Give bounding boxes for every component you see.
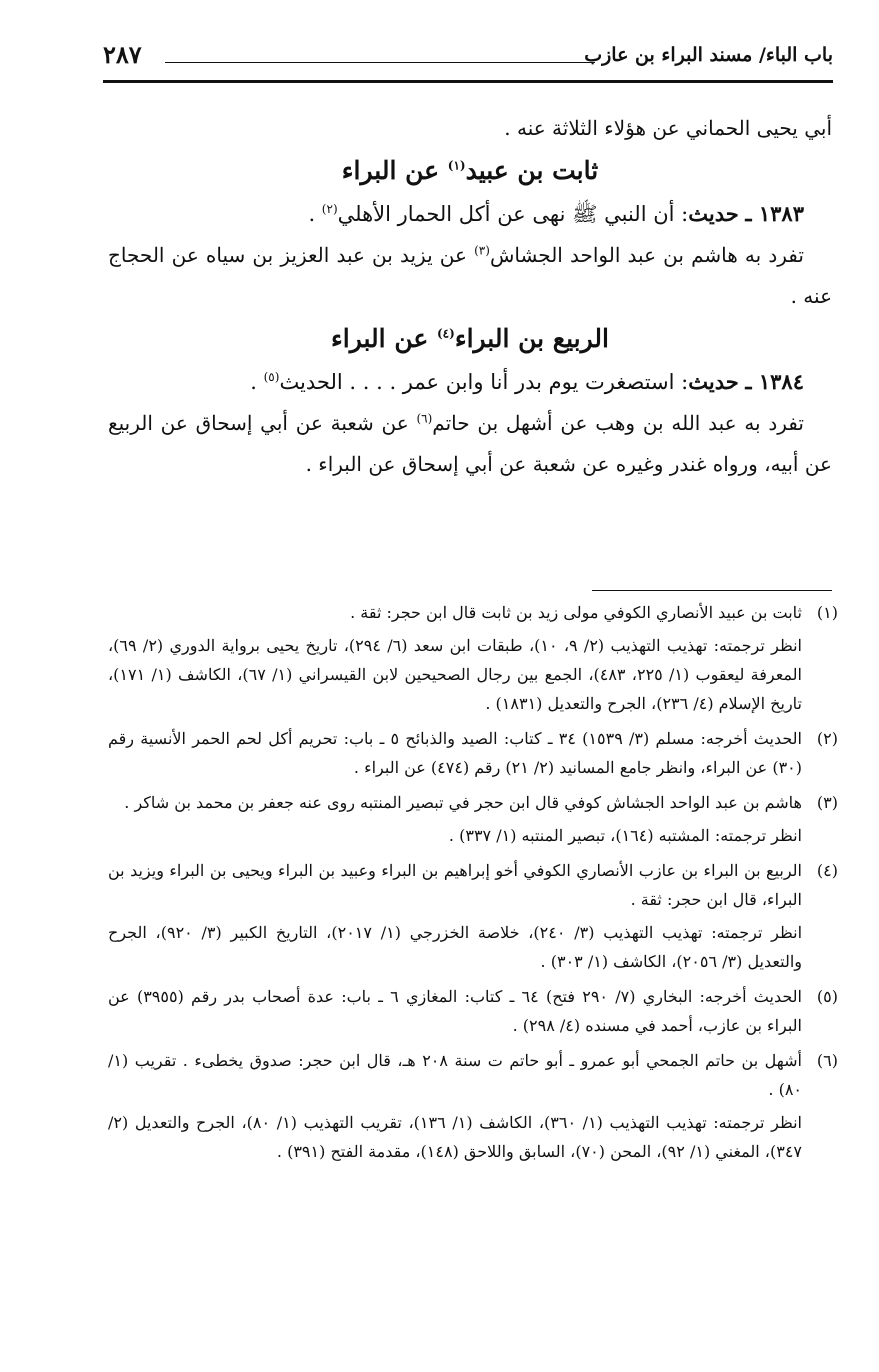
main-text: [108, 108, 832, 485]
hadith-1384: [108, 361, 832, 403]
footnote-body: [108, 788, 802, 850]
footnote-line: أشهل بن حاتم الجمحي أبو عمرو ـ أبو حاتم ت سنة ٢٠٨ هـ، قال ابن حجر: صدوق يخطىء . تقريب (١/ ٨٠) .: [108, 1051, 802, 1099]
paragraph-tafarrud-2: [108, 403, 832, 485]
section-title-part: عن البراء: [331, 324, 437, 353]
hadith-text: : أن النبي ﷺ نهى عن أكل الحمار الأهلي: [337, 202, 689, 226]
footnote-3: [108, 788, 838, 850]
hadith-number: ١٣٨٣ ـ: [745, 201, 804, 226]
paragraph-text: تفرد به هاشم بن عبد الواحد الجشاش: [489, 243, 804, 267]
opening-line: أبي يحيى الحماني عن هؤلاء الثلاثة عنه .: [504, 116, 832, 140]
hadith-keyword: حديث: [688, 201, 739, 226]
header-leader-line: [165, 62, 595, 63]
footnote-ref: (١): [447, 158, 466, 173]
header-rule: [103, 80, 833, 83]
running-title: باب الباء/ مسند البراء بن عازب: [584, 44, 833, 66]
footnote-body: [108, 982, 802, 1040]
footnote-line: انظر ترجمته: المشتبه (١٦٤)، تبصير المنتبه (١/ ٣٣٧) .: [448, 826, 802, 845]
footnote-line: الحديث أخرجه: البخاري (٧/ ٢٩٠ فتح) ٦٤ ـ كتاب: المغازي ٦ ـ باب: عدة أصحاب بدر رقم (٣٩٥٥) عن البراء بن عازب، أحمد في مسنده (٤/ ٢٩٨) .: [108, 987, 803, 1035]
footnote-line: انظر ترجمته: تهذيب التهذيب (٣/ ٢٤٠)، خلاصة الخزرجي (١/ ٢٠١٧)، التاريخ الكبير (٣/ ٩٢٠)، الجرح والتعديل (٣/ ٢٠٥٦)، الكاشف (١/ ٣٠٣) .: [108, 923, 803, 971]
footnote-ref: (٣): [474, 243, 490, 258]
footnote-ref: (٥): [263, 370, 280, 384]
footnote-ref: (٦): [416, 411, 433, 426]
section-title-part: الربيع بن البراء: [454, 324, 609, 353]
section-title-part: ثابت بن عبيد: [465, 156, 599, 185]
hadith-number: ١٣٨٤ ـ: [745, 369, 804, 394]
paragraph-text: عن شعبة عن أبي إسحاق عن الربيع عن أبيه، ورواه غندر وغيره عن شعبة عن أبي إسحاق عن البراء .: [108, 411, 832, 476]
footnote-line: الربيع بن البراء بن عازب الأنصاري الكوفي أخو إبراهيم بن البراء وعبيد بن البراء ويحيى بن البراء ويزيد بن البراء، قال ابن حجر: ثقة .: [108, 861, 802, 909]
footnote-ref: (٤): [436, 326, 455, 341]
section-title-thabit: [108, 149, 832, 193]
page-number: ٢٨٧: [103, 40, 142, 69]
footnote-line: ثابت بن عبيد الأنصاري الكوفي مولى زيد بن ثابت قال ابن حجر: ثقة .: [350, 603, 802, 622]
footnote-body: [108, 1046, 802, 1166]
footnote-body: [108, 724, 802, 782]
footnote-5: [108, 982, 838, 1040]
footnote-line: انظر ترجمته: تهذيب التهذيب (٢/ ٩، ١٠)، طبقات ابن سعد (٦/ ٢٩٤)، تاريخ يحيى برواية الدوري (٢/ ٦٩)، المعرفة ليعقوب (١/ ٢٢٥، ٤٨٣)، الجمع بين رجال الصحيحين لابن القيسراني (١/ ٦٧)، الكاشف (١/ ١٧١)، تاريخ الإسلام (٤/ ٢٣٦)، الجرح والتعديل (١٨٣١) .: [108, 636, 803, 713]
footnote-1: [108, 598, 838, 718]
footnote-body: [108, 598, 802, 718]
hadith-end: .: [308, 202, 322, 226]
footnote-4: [108, 856, 838, 976]
paragraph-tafarrud-1: [108, 235, 832, 317]
hadith-end: .: [250, 370, 264, 394]
footnote-2: [108, 724, 838, 782]
hadith-text: : استصغرت يوم بدر أنا وابن عمر . . . . الحديث: [279, 370, 689, 394]
footnote-line: الحديث أخرجه: مسلم (٣/ ١٥٣٩) ٣٤ ـ كتاب: الصيد والذبائح ٥ ـ باب: تحريم أكل لحم الحمر الأنسية رقم (٣٠) عن البراء، وانظر جامع المسانيد (٢/ ٢١) رقم (٤٧٤) عن البراء .: [108, 729, 802, 777]
footnotes: [108, 598, 838, 1172]
footnote-number: (١): [816, 603, 838, 622]
footnote-number: (٣): [816, 793, 838, 812]
footnote-separator: [592, 590, 832, 591]
section-title-rabi: [108, 317, 832, 361]
footnote-number: (٥): [816, 987, 838, 1006]
footnote-number: (٤): [816, 861, 838, 880]
footnote-6: [108, 1046, 838, 1166]
footnote-ref: (٢): [321, 202, 338, 216]
footnote-number: (٢): [816, 729, 838, 748]
hadith-keyword: حديث: [688, 369, 739, 394]
footnote-body: [108, 856, 802, 976]
section-title-part: عن البراء: [341, 156, 448, 185]
footnote-line: هاشم بن عبد الواحد الجشاش كوفي قال ابن حجر في تبصير المنتبه روى عنه جعفر بن محمد بن شاكر .: [124, 793, 802, 812]
footnote-line: انظر ترجمته: تهذيب التهذيب (١/ ٣٦٠)، الكاشف (١/ ١٣٦)، تقريب التهذيب (١/ ٨٠)، الجرح والتعديل (٢/ ٣٤٧)، المغني (١/ ٩٢)، المحن (٧٠)، السابق واللاحق (١٤٨)، مقدمة الفتح (٣٩١) .: [108, 1113, 802, 1161]
footnote-number: (٦): [816, 1051, 838, 1070]
page-header: [103, 40, 833, 76]
paragraph-text: تفرد به عبد الله بن وهب عن أشهل بن حاتم: [432, 411, 804, 435]
hadith-1383: [108, 193, 832, 235]
paragraph-text: عن يزيد بن عبد العزيز بن سياه عن الحجاج عنه .: [108, 243, 832, 308]
